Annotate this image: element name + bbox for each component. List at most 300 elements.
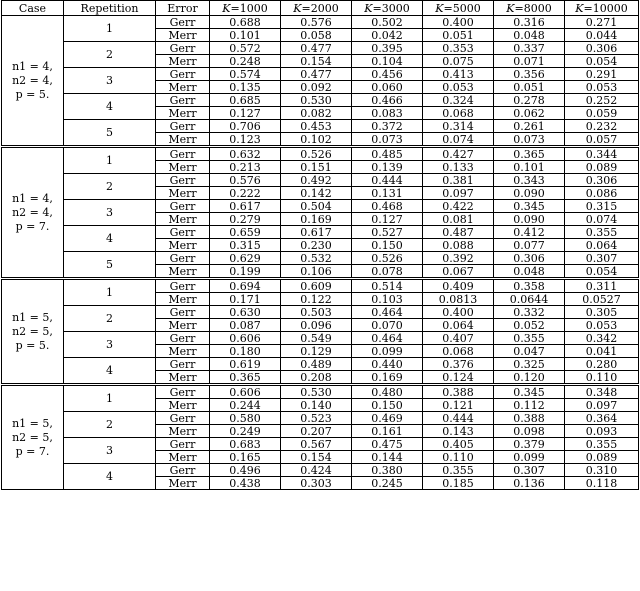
value-cell: 0.456	[352, 68, 423, 81]
case-line: n1 = 5,	[12, 416, 53, 430]
value-cell: 0.073	[352, 133, 423, 147]
results-table-container	[1, 0, 639, 490]
value-cell: 0.131	[352, 187, 423, 200]
value-cell: 0.380	[352, 464, 423, 477]
header-k-2000: K=2000	[281, 1, 352, 16]
value-cell: 0.087	[210, 319, 281, 332]
value-cell: 0.261	[494, 120, 565, 133]
value-cell: 0.469	[352, 412, 423, 425]
value-cell: 0.124	[423, 371, 494, 385]
error-type-cell: Gerr	[156, 358, 210, 371]
repetition-cell: 3	[64, 200, 156, 226]
table-row	[2, 252, 639, 265]
value-cell: 0.244	[210, 399, 281, 412]
value-cell: 0.307	[494, 464, 565, 477]
value-cell: 0.070	[352, 319, 423, 332]
table-row	[2, 438, 639, 451]
header-k-5000: K=5000	[423, 1, 494, 16]
value-cell: 0.685	[210, 94, 281, 107]
value-cell: 0.356	[494, 68, 565, 81]
value-cell: 0.144	[352, 451, 423, 464]
value-cell: 0.054	[565, 55, 639, 68]
error-type-cell: Gerr	[156, 438, 210, 451]
value-cell: 0.468	[352, 200, 423, 213]
value-cell: 0.086	[565, 187, 639, 200]
value-cell: 0.151	[281, 161, 352, 174]
value-cell: 0.464	[352, 306, 423, 319]
value-cell: 0.232	[565, 120, 639, 133]
value-cell: 0.355	[423, 464, 494, 477]
value-cell: 0.150	[352, 239, 423, 252]
value-cell: 0.412	[494, 226, 565, 239]
case-cell	[2, 385, 64, 490]
value-cell: 0.0644	[494, 293, 565, 306]
value-cell: 0.127	[352, 213, 423, 226]
value-cell: 0.532	[281, 252, 352, 265]
value-cell: 0.324	[423, 94, 494, 107]
value-cell: 0.694	[210, 279, 281, 293]
value-cell: 0.307	[565, 252, 639, 265]
case-line: n1 = 4,	[12, 191, 53, 205]
value-cell: 0.073	[494, 133, 565, 147]
value-cell: 0.530	[281, 94, 352, 107]
value-cell: 0.089	[565, 161, 639, 174]
value-cell: 0.409	[423, 279, 494, 293]
value-cell: 0.106	[281, 265, 352, 279]
table-row	[2, 412, 639, 425]
error-type-cell: Merr	[156, 425, 210, 438]
value-cell: 0.110	[423, 451, 494, 464]
header-k-1000: K=1000	[210, 1, 281, 16]
value-cell: 0.136	[494, 477, 565, 490]
value-cell: 0.053	[565, 319, 639, 332]
error-type-cell: Merr	[156, 239, 210, 252]
repetition-cell: 4	[64, 226, 156, 252]
table-row	[2, 385, 639, 399]
header-row	[2, 1, 639, 16]
value-cell: 0.440	[352, 358, 423, 371]
case-line: n2 = 5,	[12, 324, 53, 338]
value-cell: 0.093	[565, 425, 639, 438]
repetition-cell: 4	[64, 94, 156, 120]
value-cell: 0.278	[494, 94, 565, 107]
header-case: Case	[2, 1, 64, 16]
value-cell: 0.048	[494, 29, 565, 42]
error-type-cell: Gerr	[156, 42, 210, 55]
value-cell: 0.466	[352, 94, 423, 107]
repetition-cell: 1	[64, 16, 156, 42]
value-cell: 0.207	[281, 425, 352, 438]
error-type-cell: Gerr	[156, 94, 210, 107]
value-cell: 0.306	[565, 42, 639, 55]
value-cell: 0.372	[352, 120, 423, 133]
error-type-cell: Gerr	[156, 147, 210, 161]
value-cell: 0.303	[281, 477, 352, 490]
value-cell: 0.496	[210, 464, 281, 477]
value-cell: 0.083	[352, 107, 423, 120]
value-cell: 0.279	[210, 213, 281, 226]
error-type-cell: Gerr	[156, 120, 210, 133]
value-cell: 0.165	[210, 451, 281, 464]
error-type-cell: Merr	[156, 319, 210, 332]
value-cell: 0.392	[423, 252, 494, 265]
value-cell: 0.110	[565, 371, 639, 385]
table-row	[2, 42, 639, 55]
value-cell: 0.311	[565, 279, 639, 293]
value-cell: 0.526	[281, 147, 352, 161]
value-cell: 0.075	[423, 55, 494, 68]
value-cell: 0.475	[352, 438, 423, 451]
header-repetition: Repetition	[64, 1, 156, 16]
value-cell: 0.098	[494, 425, 565, 438]
table-row	[2, 174, 639, 187]
value-cell: 0.101	[494, 161, 565, 174]
value-cell: 0.316	[494, 16, 565, 29]
value-cell: 0.090	[494, 187, 565, 200]
value-cell: 0.464	[352, 332, 423, 345]
error-type-cell: Merr	[156, 55, 210, 68]
value-cell: 0.092	[281, 81, 352, 94]
error-type-cell: Merr	[156, 133, 210, 147]
value-cell: 0.120	[494, 371, 565, 385]
value-cell: 0.632	[210, 147, 281, 161]
value-cell: 0.051	[494, 81, 565, 94]
table-row	[2, 16, 639, 29]
value-cell: 0.477	[281, 68, 352, 81]
value-cell: 0.688	[210, 16, 281, 29]
value-cell: 0.306	[565, 174, 639, 187]
value-cell: 0.549	[281, 332, 352, 345]
value-cell: 0.400	[423, 16, 494, 29]
value-cell: 0.185	[423, 477, 494, 490]
error-type-cell: Merr	[156, 371, 210, 385]
value-cell: 0.523	[281, 412, 352, 425]
value-cell: 0.053	[423, 81, 494, 94]
value-cell: 0.053	[565, 81, 639, 94]
value-cell: 0.355	[494, 332, 565, 345]
value-cell: 0.064	[423, 319, 494, 332]
value-cell: 0.150	[352, 399, 423, 412]
value-cell: 0.574	[210, 68, 281, 81]
value-cell: 0.068	[423, 345, 494, 358]
value-cell: 0.104	[352, 55, 423, 68]
case-line: p = 5.	[15, 338, 50, 352]
value-cell: 0.121	[423, 399, 494, 412]
value-cell: 0.081	[423, 213, 494, 226]
error-type-cell: Merr	[156, 265, 210, 279]
value-cell: 0.0813	[423, 293, 494, 306]
value-cell: 0.619	[210, 358, 281, 371]
value-cell: 0.306	[494, 252, 565, 265]
value-cell: 0.199	[210, 265, 281, 279]
value-cell: 0.122	[281, 293, 352, 306]
value-cell: 0.342	[565, 332, 639, 345]
value-cell: 0.0527	[565, 293, 639, 306]
case-line: p = 7.	[15, 219, 50, 233]
error-type-cell: Gerr	[156, 464, 210, 477]
value-cell: 0.427	[423, 147, 494, 161]
error-type-cell: Merr	[156, 451, 210, 464]
error-type-cell: Merr	[156, 399, 210, 412]
value-cell: 0.057	[565, 133, 639, 147]
table-row	[2, 94, 639, 107]
value-cell: 0.059	[565, 107, 639, 120]
value-cell: 0.064	[565, 239, 639, 252]
value-cell: 0.365	[210, 371, 281, 385]
error-type-cell: Gerr	[156, 174, 210, 187]
value-cell: 0.355	[565, 438, 639, 451]
value-cell: 0.101	[210, 29, 281, 42]
value-cell: 0.169	[352, 371, 423, 385]
header-k-10000: K=10000	[565, 1, 639, 16]
value-cell: 0.332	[494, 306, 565, 319]
repetition-cell: 5	[64, 252, 156, 279]
value-cell: 0.364	[565, 412, 639, 425]
value-cell: 0.502	[352, 16, 423, 29]
value-cell: 0.343	[494, 174, 565, 187]
value-cell: 0.096	[281, 319, 352, 332]
value-cell: 0.088	[423, 239, 494, 252]
value-cell: 0.381	[423, 174, 494, 187]
case-line: p = 5.	[15, 87, 50, 101]
case-line: p = 7.	[15, 444, 50, 458]
value-cell: 0.530	[281, 385, 352, 399]
error-type-cell: Merr	[156, 477, 210, 490]
value-cell: 0.376	[423, 358, 494, 371]
value-cell: 0.129	[281, 345, 352, 358]
value-cell: 0.062	[494, 107, 565, 120]
value-cell: 0.068	[423, 107, 494, 120]
case-line: n1 = 5,	[12, 310, 53, 324]
value-cell: 0.154	[281, 55, 352, 68]
header-error: Error	[156, 1, 210, 16]
value-cell: 0.078	[352, 265, 423, 279]
value-cell: 0.060	[352, 81, 423, 94]
value-cell: 0.314	[423, 120, 494, 133]
error-type-cell: Gerr	[156, 412, 210, 425]
value-cell: 0.047	[494, 345, 565, 358]
value-cell: 0.444	[423, 412, 494, 425]
value-cell: 0.325	[494, 358, 565, 371]
value-cell: 0.154	[281, 451, 352, 464]
case-line: n1 = 4,	[12, 59, 53, 73]
repetition-cell: 1	[64, 279, 156, 306]
value-cell: 0.629	[210, 252, 281, 265]
value-cell: 0.067	[423, 265, 494, 279]
value-cell: 0.405	[423, 438, 494, 451]
value-cell: 0.271	[565, 16, 639, 29]
value-cell: 0.337	[494, 42, 565, 55]
value-cell: 0.112	[494, 399, 565, 412]
value-cell: 0.127	[210, 107, 281, 120]
value-cell: 0.706	[210, 120, 281, 133]
value-cell: 0.407	[423, 332, 494, 345]
value-cell: 0.097	[423, 187, 494, 200]
value-cell: 0.305	[565, 306, 639, 319]
value-cell: 0.252	[565, 94, 639, 107]
error-type-cell: Gerr	[156, 279, 210, 293]
case-line: n2 = 4,	[12, 73, 53, 87]
results-table	[1, 0, 639, 490]
value-cell: 0.617	[210, 200, 281, 213]
value-cell: 0.280	[565, 358, 639, 371]
value-cell: 0.123	[210, 133, 281, 147]
value-cell: 0.344	[565, 147, 639, 161]
repetition-cell: 1	[64, 385, 156, 412]
value-cell: 0.424	[281, 464, 352, 477]
value-cell: 0.567	[281, 438, 352, 451]
value-cell: 0.139	[352, 161, 423, 174]
value-cell: 0.580	[210, 412, 281, 425]
value-cell: 0.230	[281, 239, 352, 252]
value-cell: 0.388	[423, 385, 494, 399]
value-cell: 0.135	[210, 81, 281, 94]
value-cell: 0.487	[423, 226, 494, 239]
repetition-cell: 2	[64, 306, 156, 332]
value-cell: 0.142	[281, 187, 352, 200]
value-cell: 0.118	[565, 477, 639, 490]
error-type-cell: Merr	[156, 187, 210, 200]
value-cell: 0.077	[494, 239, 565, 252]
table-row	[2, 358, 639, 371]
repetition-cell: 2	[64, 412, 156, 438]
error-type-cell: Gerr	[156, 306, 210, 319]
value-cell: 0.051	[423, 29, 494, 42]
case-line: n2 = 4,	[12, 205, 53, 219]
value-cell: 0.222	[210, 187, 281, 200]
case-line: n2 = 5,	[12, 430, 53, 444]
results-body	[2, 16, 639, 490]
value-cell: 0.071	[494, 55, 565, 68]
value-cell: 0.576	[281, 16, 352, 29]
repetition-cell: 3	[64, 68, 156, 94]
table-row	[2, 68, 639, 81]
case-cell	[2, 279, 64, 385]
value-cell: 0.213	[210, 161, 281, 174]
error-type-cell: Merr	[156, 107, 210, 120]
value-cell: 0.140	[281, 399, 352, 412]
value-cell: 0.102	[281, 133, 352, 147]
value-cell: 0.659	[210, 226, 281, 239]
error-type-cell: Gerr	[156, 332, 210, 345]
value-cell: 0.208	[281, 371, 352, 385]
value-cell: 0.180	[210, 345, 281, 358]
error-type-cell: Merr	[156, 161, 210, 174]
value-cell: 0.609	[281, 279, 352, 293]
error-type-cell: Merr	[156, 81, 210, 94]
header-k-8000: K=8000	[494, 1, 565, 16]
value-cell: 0.353	[423, 42, 494, 55]
repetition-cell: 1	[64, 147, 156, 174]
value-cell: 0.042	[352, 29, 423, 42]
value-cell: 0.345	[494, 200, 565, 213]
value-cell: 0.683	[210, 438, 281, 451]
value-cell: 0.444	[352, 174, 423, 187]
error-type-cell: Gerr	[156, 226, 210, 239]
value-cell: 0.291	[565, 68, 639, 81]
value-cell: 0.099	[494, 451, 565, 464]
value-cell: 0.074	[565, 213, 639, 226]
value-cell: 0.052	[494, 319, 565, 332]
error-type-cell: Merr	[156, 345, 210, 358]
value-cell: 0.058	[281, 29, 352, 42]
value-cell: 0.355	[565, 226, 639, 239]
table-row	[2, 306, 639, 319]
value-cell: 0.249	[210, 425, 281, 438]
value-cell: 0.503	[281, 306, 352, 319]
table-row	[2, 200, 639, 213]
value-cell: 0.617	[281, 226, 352, 239]
value-cell: 0.514	[352, 279, 423, 293]
value-cell: 0.630	[210, 306, 281, 319]
value-cell: 0.248	[210, 55, 281, 68]
value-cell: 0.504	[281, 200, 352, 213]
value-cell: 0.345	[494, 385, 565, 399]
value-cell: 0.348	[565, 385, 639, 399]
value-cell: 0.606	[210, 385, 281, 399]
value-cell: 0.576	[210, 174, 281, 187]
value-cell: 0.606	[210, 332, 281, 345]
repetition-cell: 3	[64, 438, 156, 464]
value-cell: 0.099	[352, 345, 423, 358]
error-type-cell: Gerr	[156, 252, 210, 265]
table-row	[2, 120, 639, 133]
value-cell: 0.082	[281, 107, 352, 120]
case-cell	[2, 16, 64, 147]
value-cell: 0.097	[565, 399, 639, 412]
error-type-cell: Merr	[156, 213, 210, 226]
error-type-cell: Gerr	[156, 16, 210, 29]
value-cell: 0.379	[494, 438, 565, 451]
value-cell: 0.169	[281, 213, 352, 226]
case-cell	[2, 147, 64, 279]
table-row	[2, 226, 639, 239]
repetition-cell: 2	[64, 174, 156, 200]
value-cell: 0.492	[281, 174, 352, 187]
value-cell: 0.388	[494, 412, 565, 425]
value-cell: 0.133	[423, 161, 494, 174]
error-type-cell: Gerr	[156, 68, 210, 81]
error-type-cell: Gerr	[156, 385, 210, 399]
repetition-cell: 5	[64, 120, 156, 147]
value-cell: 0.041	[565, 345, 639, 358]
value-cell: 0.526	[352, 252, 423, 265]
value-cell: 0.477	[281, 42, 352, 55]
value-cell: 0.048	[494, 265, 565, 279]
value-cell: 0.074	[423, 133, 494, 147]
table-row	[2, 464, 639, 477]
value-cell: 0.315	[210, 239, 281, 252]
value-cell: 0.395	[352, 42, 423, 55]
value-cell: 0.422	[423, 200, 494, 213]
value-cell: 0.485	[352, 147, 423, 161]
value-cell: 0.054	[565, 265, 639, 279]
header-k-3000: K=3000	[352, 1, 423, 16]
repetition-cell: 2	[64, 42, 156, 68]
value-cell: 0.171	[210, 293, 281, 306]
value-cell: 0.044	[565, 29, 639, 42]
value-cell: 0.400	[423, 306, 494, 319]
value-cell: 0.103	[352, 293, 423, 306]
value-cell: 0.315	[565, 200, 639, 213]
value-cell: 0.527	[352, 226, 423, 239]
value-cell: 0.480	[352, 385, 423, 399]
value-cell: 0.453	[281, 120, 352, 133]
value-cell: 0.572	[210, 42, 281, 55]
table-row	[2, 332, 639, 345]
repetition-cell: 4	[64, 464, 156, 490]
value-cell: 0.413	[423, 68, 494, 81]
